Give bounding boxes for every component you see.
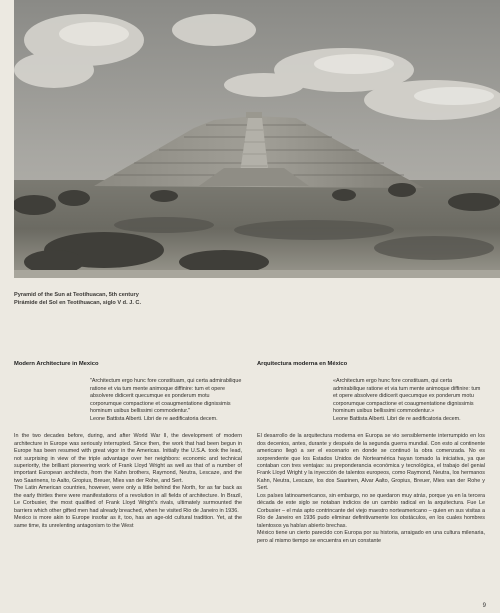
spanish-heading: Arquitectura moderna en México xyxy=(257,361,348,367)
body-paragraph: El desarrollo de la arquitectura moderna en Europa se vio sensiblemente interrumpido en los dos decenios, antes, durante y después de la segunda guerra mundial. Con esto al continente americano llegó a ser el escenario en donde se continuó la obra comenzada. No es sorprendente que los Estados Unidos de Norteamérica hayan tomado la iniciativa, ya que contaban con tres ventajas: su preponderancia económica y tecnológica, el trabajo del genial Frank Lloyd Wright y la inyección de talentos europeos, como Raymond, Neutra, los hermanos Kahn, Neutra, Lescaze, los dos Saarinen, Alvar Aalto, Gropius, Breuer, Mies van der Rohe y Sert. xyxy=(257,433,485,492)
pyramid-of-the-sun-image xyxy=(14,0,500,278)
body-paragraph: Mexico is more akin to Europe insofar as it, too, has an age-old cultural tradition. Yet, at the same time, its unrelenting antagonism to the West xyxy=(14,515,242,529)
spanish-column xyxy=(257,361,485,545)
body-paragraph: In the two decades before, during, and after World War II, the development of modern architecture in Europe was seriously interrupted. Since then, the work that had been begun in Europe has been resumed with great vigor in the Americas. Initially the U.S.A. took the lead, not surprising in view of the triple advantage over her neighbors: economic and technical superiority, the brilliant pioneering work of Frank Lloyd Wright as well as that of a number of important European architects, from the Kahn brothers, Raymond, Neutra, Lescaze, and the two Saarinens, to Aalto, Gropius, Breuer, Mies van der Rohe, and Sert. xyxy=(14,433,242,484)
spanish-body xyxy=(257,433,485,545)
caption-spanish: Pirámide del Sol en Teotihuacan, siglo V d. J. C. xyxy=(14,299,142,306)
photo-caption xyxy=(14,292,314,307)
spanish-epigraph xyxy=(333,378,485,423)
body-paragraph: Los países latinoamericanos, sin embargo, no se quedaron muy atrás, porque ya en la tercera década de este siglo se notaban indicios de un cambio radical en la arquitectura. Fue Le Corbusier – el más apto contrincante del viejo maestro norteamericano – quien en sus visitas a Río de Janeiro en 1936 pudo eliminar definitivamente los obstáculos, en los cuales hombres talentosos ya habían abierto brechas. xyxy=(257,492,485,529)
english-body xyxy=(14,433,242,530)
english-heading: Modern Architecture in Mexico xyxy=(14,361,99,367)
body-paragraph: The Latin American countries, however, were only a little behind the North, for as far back as the early thirties there were manifestations of a revolution in all fields of architecture. In Brazil, Le Corbusier, the most qualified of Frank Lloyd Wright's rivals, ultimately surmounted the barriers which other gifted men had already breached, when he visited Rio de Janeiro in 1936. xyxy=(14,485,242,514)
body-paragraph: México tiene un cierto parecido con Europa por su historia, arraigado en una cultura milenaria, pero al mismo tiempo se encuentra en un constante xyxy=(257,530,485,544)
page-number: 9 xyxy=(482,603,486,609)
caption-english: Pyramid of the Sun at Teotihuacan, 5th century xyxy=(14,292,139,298)
english-column xyxy=(14,361,242,530)
pyramid-photograph xyxy=(14,0,500,278)
english-epigraph xyxy=(90,378,242,423)
epigraph-quote: "Architectum ergo hunc fore constituam, qui certa admirabilique ratione et via tum mente animoque diffinire: tum et opere absolvere didicerit quecumque ex ponderum motu corporumque compactione et coaugmentatione dignissimis hominum usibus bellissimi commodentur." xyxy=(90,378,242,415)
epigraph-quote: «Architectum ergo hunc fore constituam, qui certa admirabilique ratione et via tum mente animoque diffinire: tum et opere absolvere didicerit quecumque ex ponderum motu corporumque compactione et coaugmentatione dignissimis hominum usibus bellissimi commodentur.» xyxy=(333,378,481,415)
epigraph-author: Leone Battista Alberti. Libri de re aedificatoria decem. xyxy=(90,415,218,422)
epigraph-author: Leone Battista Alberti. Libri de re aedificatoria decem. xyxy=(333,415,461,422)
